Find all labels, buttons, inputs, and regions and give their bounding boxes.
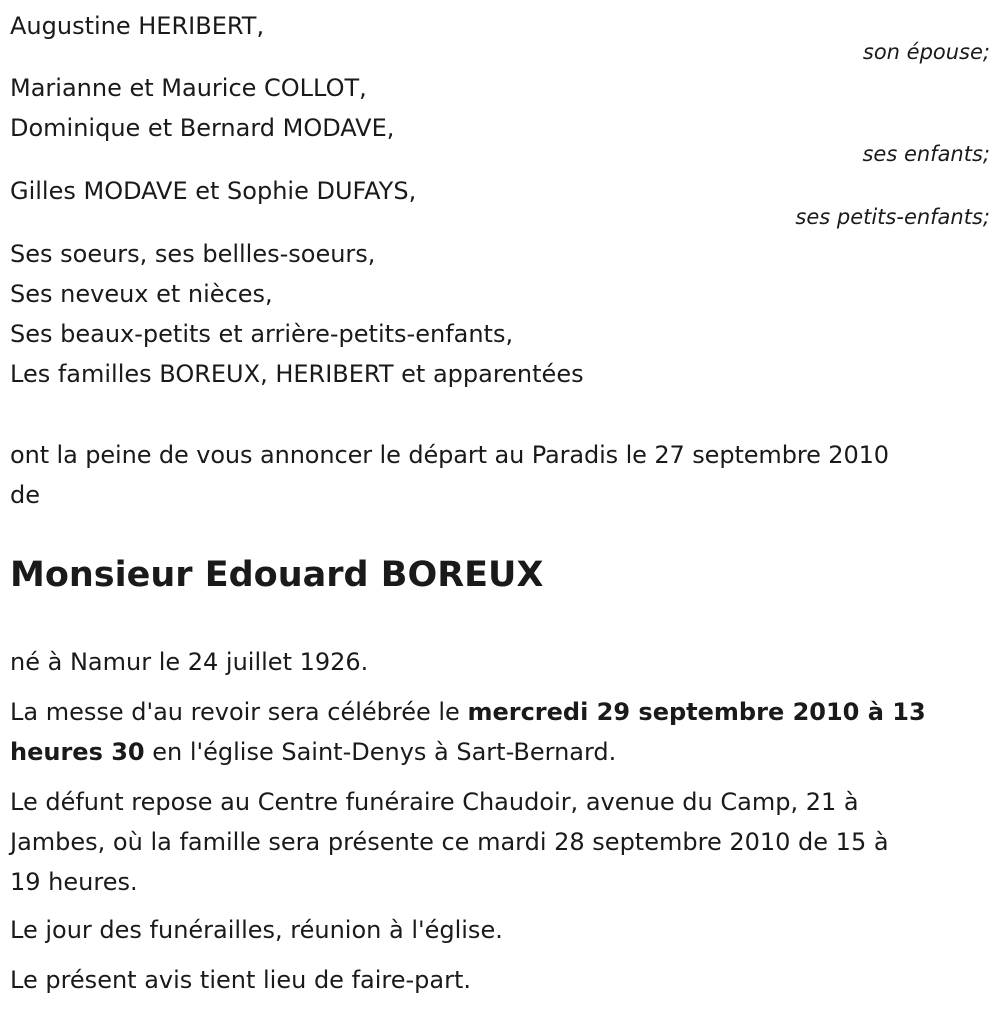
mass-location: en l'église Saint-Denys à Sart-Bernard.	[144, 738, 617, 766]
mass-text: La messe d'au revoir sera célébrée le	[10, 698, 468, 726]
mass-line	[10, 692, 1000, 732]
relatives-line: Ses beaux-petits et arrière-petits-enfants,	[10, 320, 514, 348]
mass-info	[10, 692, 1000, 772]
rest-line: 19 heures.	[10, 868, 138, 896]
relatives-block	[10, 234, 990, 394]
relatives-line: Les familles BOREUX, HERIBERT et apparentées	[10, 360, 584, 388]
mass-time: heures 30	[10, 738, 145, 766]
relatives-line: Ses neveux et nièces,	[10, 280, 273, 308]
child-name: Dominique et Bernard MODAVE,	[10, 114, 395, 142]
grandchildren-role: ses petits-enfants;	[795, 205, 990, 229]
announcement-block	[10, 435, 1000, 515]
children-block	[10, 68, 990, 166]
grandchild-name: Gilles MODAVE et Sophie DUFAYS,	[10, 177, 417, 205]
deceased-name: Monsieur Edouard BOREUX	[10, 555, 544, 595]
relatives-line: Ses soeurs, ses bellles-soeurs,	[10, 240, 376, 268]
notice-info: Le présent avis tient lieu de faire-part.	[10, 966, 472, 994]
children-role: ses enfants;	[862, 142, 990, 166]
details-block	[10, 642, 1000, 1000]
rest-line: Le défunt repose au Centre funéraire Chaudoir, avenue du Camp, 21 à	[10, 788, 859, 816]
announcement-line: de	[10, 481, 40, 509]
rest-line: Jambes, où la famille sera présente ce mardi 28 septembre 2010 de 15 à	[10, 828, 889, 856]
mass-date: mercredi 29 septembre 2010 à 13	[467, 698, 926, 726]
announcement-line: ont la peine de vous annoncer le départ au Paradis le 27 septembre 2010	[10, 441, 889, 469]
mass-line	[10, 732, 1000, 772]
grandchildren-block	[10, 171, 990, 229]
child-name: Marianne et Maurice COLLOT,	[10, 74, 367, 102]
spouse-block	[10, 6, 990, 64]
funeral-day-info: Le jour des funérailles, réunion à l'église.	[10, 916, 503, 944]
birth-info: né à Namur le 24 juillet 1926.	[10, 648, 369, 676]
spouse-name: Augustine HERIBERT,	[10, 12, 265, 40]
rest-info	[10, 782, 1000, 902]
spouse-role: son épouse;	[862, 40, 990, 64]
